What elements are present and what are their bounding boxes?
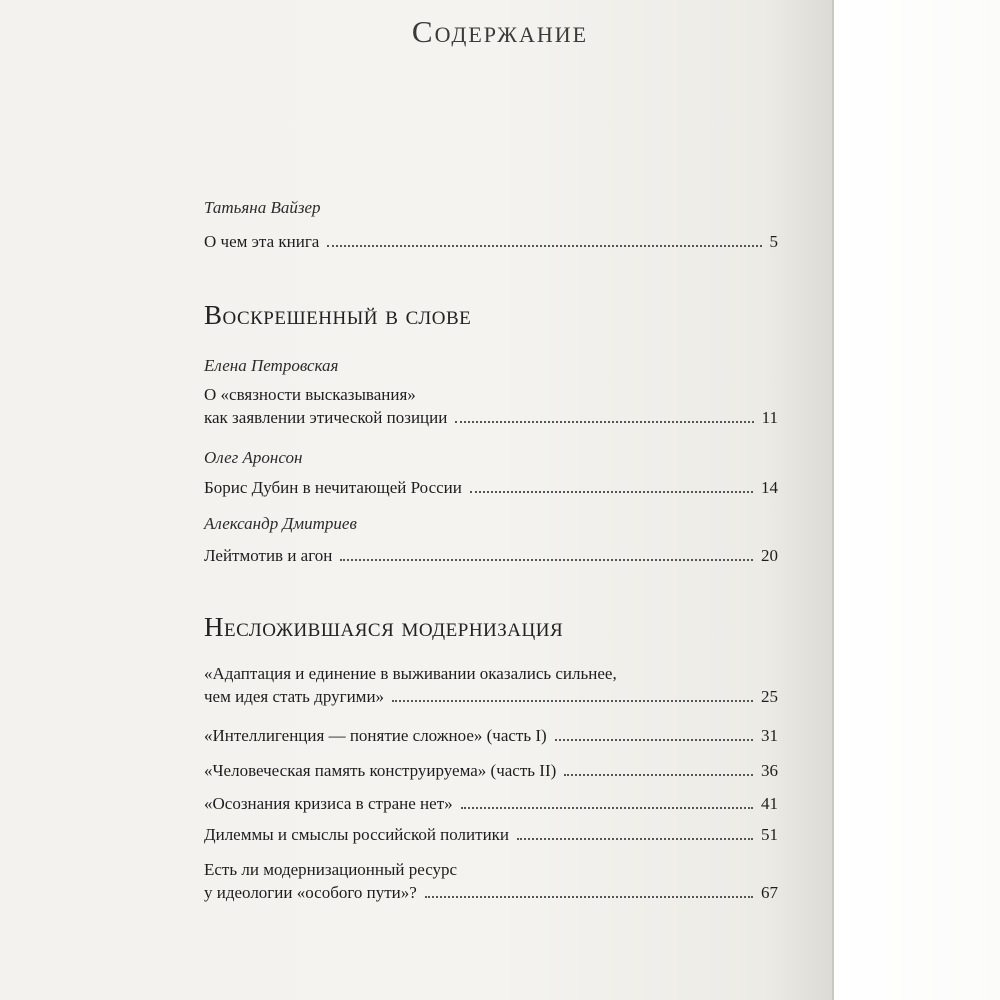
page-number: 31: [761, 726, 778, 745]
intro-author: Татьяна Вайзер: [204, 198, 321, 217]
leader-dots: [455, 421, 753, 423]
toc-entry[interactable]: [204, 544, 778, 567]
entry-title-line: Есть ли модернизационный ресурс: [204, 860, 458, 879]
page-number: 20: [761, 546, 778, 565]
entry-title: Борис Дубин в нечитающей России: [204, 478, 462, 497]
section-title-2: Несложившаяся модернизация: [204, 612, 564, 642]
leader-dots: [425, 896, 753, 898]
page-title: Содержание: [411, 14, 589, 49]
entry-author: Елена Петровская: [204, 356, 339, 375]
entry-author: Александр Дмитриев: [204, 514, 357, 533]
toc-entry[interactable]: [204, 759, 778, 782]
toc-entry[interactable]: [204, 662, 778, 708]
leader-dots: [517, 838, 753, 840]
entry-title: Дилеммы и смыслы российской политики: [204, 825, 510, 844]
page-number: 36: [761, 761, 778, 780]
leader-dots: [564, 774, 753, 776]
page-number: 5: [769, 232, 778, 251]
entry-title-line: чем идея стать другими»: [204, 687, 385, 706]
leader-dots: [327, 245, 761, 247]
toc-entry[interactable]: [204, 858, 778, 904]
page-number: 11: [761, 408, 778, 427]
leader-dots: [470, 491, 753, 493]
toc-entry[interactable]: [204, 724, 778, 747]
toc-entry[interactable]: [204, 823, 778, 846]
toc-entry[interactable]: [204, 383, 778, 429]
entry-title-line: «Адаптация и единение в выживании оказались сильнее,: [204, 664, 617, 683]
page-number: 41: [761, 794, 778, 813]
leader-dots: [340, 559, 753, 561]
page-number: 67: [761, 883, 778, 902]
section-title-1: Воскрешенный в слове: [204, 300, 472, 330]
toc-entry-intro[interactable]: [204, 230, 778, 253]
toc-entry[interactable]: [204, 476, 778, 499]
page-number: 25: [761, 687, 778, 706]
page-number: 51: [761, 825, 778, 844]
toc-entry[interactable]: [204, 792, 778, 815]
leader-dots: [392, 700, 753, 702]
leader-dots: [461, 807, 753, 809]
entry-author: Олег Аронсон: [204, 448, 303, 467]
entry-title-line: как заявлении этической позиции: [204, 408, 448, 427]
entry-title: О чем эта книга: [204, 232, 320, 251]
entry-title: «Интеллигенция — понятие сложное» (часть I): [204, 726, 547, 745]
entry-title: «Человеческая память конструируема» (часть II): [204, 761, 557, 780]
entry-title-line: у идеологии «особого пути»?: [204, 883, 417, 902]
right-page-edge: [832, 0, 1000, 1000]
page-number: 14: [761, 478, 778, 497]
entry-title: Лейтмотив и агон: [204, 546, 333, 565]
entry-title: «Осознания кризиса в стране нет»: [204, 794, 453, 813]
leader-dots: [555, 739, 753, 741]
entry-title-line: О «связности высказывания»: [204, 385, 416, 404]
